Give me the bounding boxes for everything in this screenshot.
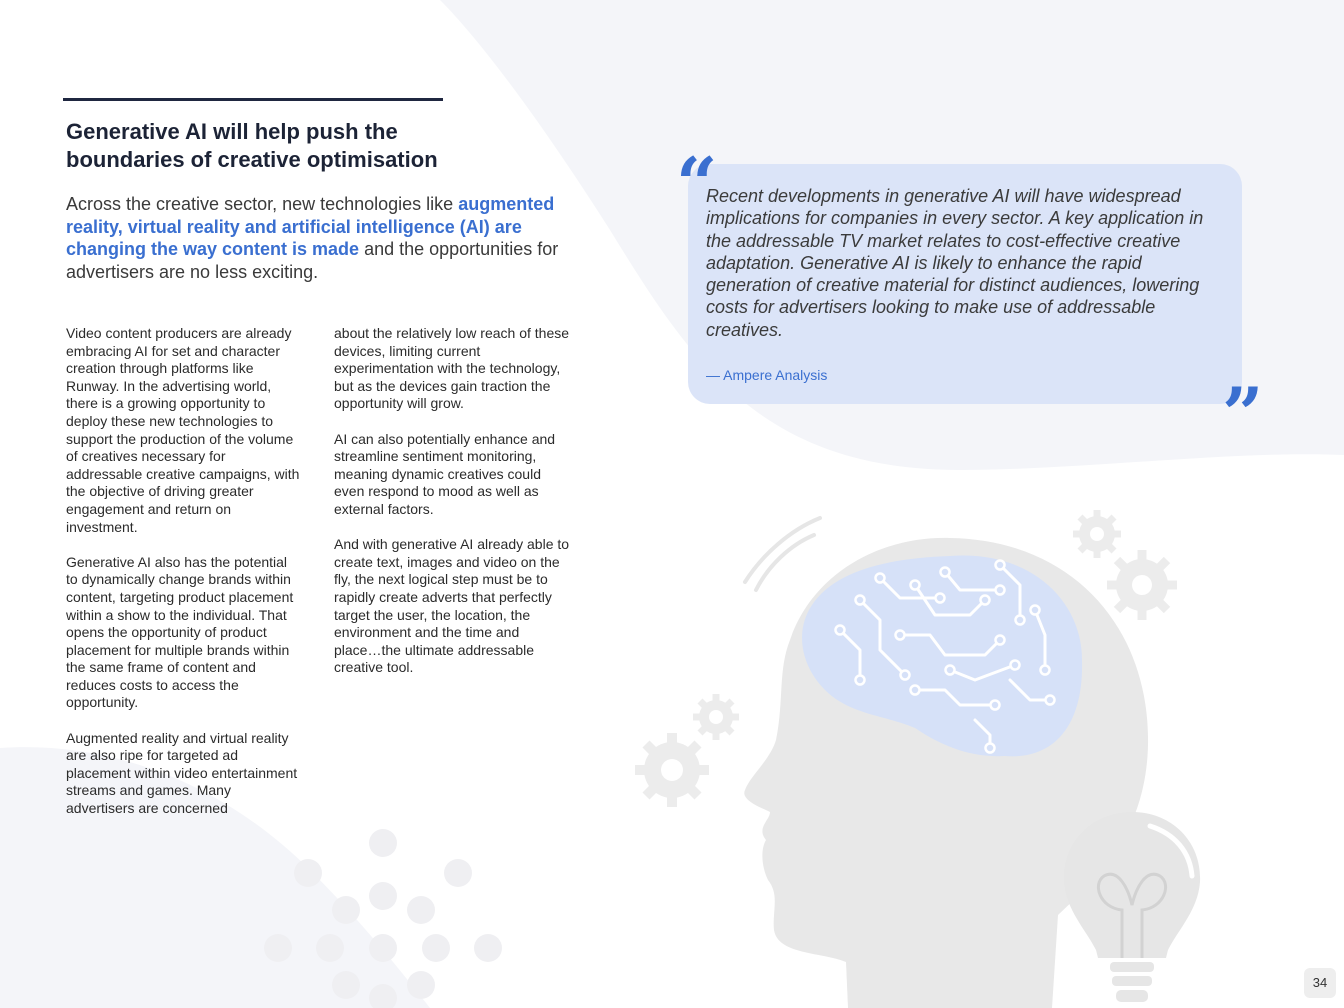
open-quote-icon: “ <box>676 141 718 226</box>
body-paragraph: Generative AI also has the potential to dynamically change brands within content, targeting product placement within a show to the individual. That opens the opportunity of product placement for multiple brands within the same frame of content and reduces costs to access the opportunity. <box>66 553 294 711</box>
intro-text-before: Across the creative sector, new technologies like <box>66 194 454 214</box>
page-title-line2: boundaries of creative optimisation <box>66 147 438 172</box>
intro-highlight: augmented reality, virtual reality and artificial intelligence (AI) are changing the way content is made <box>66 194 555 259</box>
body-paragraph: And with generative AI already able to create text, images and video on the fly, the next logical step must be to rapidly create adverts that perfectly target the user, the location, the environment and the time and place…the ultimate addressable creative tool. <box>334 536 570 676</box>
body-paragraph: Video content producers are already embracing AI for set and character creation through platforms like Runway. In the advertising world, there is a growing opportunity to deploy these new technologies to support the production of the volume of creatives necessary for addressable creative campaigns, with the objective of driving greater engagement and return on investment. <box>66 325 300 535</box>
body-column-1 <box>66 325 302 835</box>
body-paragraph: AI can also potentially enhance and streamline sentiment monitoring, meaning dynamic creatives could even respond to mood as well as external factors. <box>334 430 556 517</box>
quote-source: — Ampere Analysis <box>706 367 828 383</box>
page-title <box>66 118 546 174</box>
close-quote-icon: ” <box>1222 371 1264 456</box>
signal-arc <box>745 518 820 582</box>
body-paragraph: about the relatively low reach of these devices, limiting current experimentation with the technology, but as the devices gain traction the opportunity will grow. <box>334 325 570 412</box>
signal-arc <box>756 535 814 590</box>
quote-text: Recent developments in generative AI will have widespread implications for companies in every sector. A key application in the addressable TV market relates to cost-effective creative adaptation. Generative AI is likely to enhance the rapid generation of creative material for distinct audiences, lowering costs for advertisers looking to make use of addressable creatives. <box>706 186 1204 340</box>
page-title-line1: Generative AI will help push the <box>66 119 398 144</box>
body-column-2 <box>334 325 570 694</box>
intro-paragraph <box>66 193 566 283</box>
lightbulb-icon <box>1064 812 1200 1002</box>
heading-rule <box>63 98 443 101</box>
body-paragraph: Augmented reality and virtual reality are also ripe for targeted ad placement within video entertainment streams and games. Many advertisers are concerned <box>66 729 298 817</box>
intro-text-after: and the opportunities for advertisers are no less exciting. <box>66 239 559 282</box>
page-number: 34 <box>1304 968 1336 998</box>
